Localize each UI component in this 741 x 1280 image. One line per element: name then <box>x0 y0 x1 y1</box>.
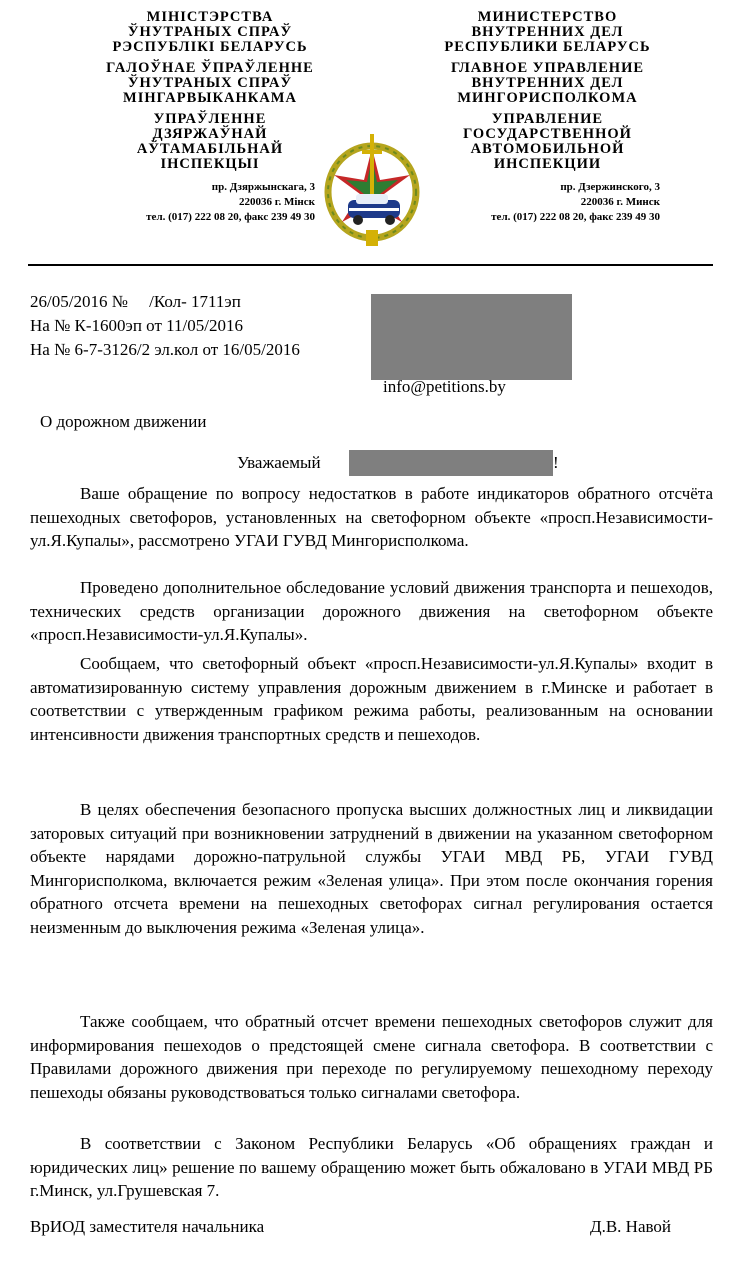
recipient-email: info@petitions.by <box>383 377 506 396</box>
recipient-redaction <box>371 294 572 380</box>
incoming-reference-2: На № 6-7-3126/2 эл.кол от 16/05/2016 <box>30 340 300 359</box>
greeting-suffix: ! <box>553 453 559 472</box>
paragraph-3: Сообщаем, что светофорный объект «просп.Независимости-ул.Я.Купалы» входит в автоматизированную систему управления дорожным движением в г.Минске и работает в соответствии с утвержденным графиком режима работы, реализованным на основании интенсивности движения транспортных средств и пешеходов. <box>30 654 713 744</box>
letterhead-divider <box>28 264 713 266</box>
greeting <box>237 453 321 473</box>
signatory-position: ВрИОД заместителя начальника <box>30 1217 265 1236</box>
paragraph-1: Ваше обращение по вопросу недостатков в работе индикаторов обратного отсчёта пешеходных светофоров, установленных на светофорном объекте «просп.Независимости-ул.Я.Купалы», рассмотрено УГАИ ГУВД Мингорисполкома. <box>30 484 713 550</box>
paragraph-4: В целях обеспечения безопасного пропуска высших должностных лиц и ликвидации заторовых ситуаций при возникновении затруднений в движении на указанном светофорном объекте нарядами дорожно-патрульной службы УГАИ МВД РБ, УГАИ ГУВД Мингорисполкома, включается режим «Зеленая улица». При этом после окончания горения обратного отсчета времени на пешеходных светофорах сигнал регулирования остается неизменным до выключения режима «Зеленая улица». <box>30 800 713 937</box>
ministry-name-by: МІНІСТЭРСТВА ЎНУТРАНЫХ СПРАЎ РЭСПУБЛІКІ БЕЛАРУСЬ <box>112 9 308 55</box>
address-ru: пр. Дзержинского, 3 220036 г. Минск тел. (017) 222 08 20, факс 239 49 30 <box>491 181 660 223</box>
letterhead-left <box>65 10 355 225</box>
outgoing-number: 26/05/2016 № /Кол- 1711эп <box>30 292 241 311</box>
signatory-name: Д.В. Навой <box>590 1217 672 1236</box>
ministry-name-ru: МИНИСТЕРСТВО ВНУТРЕННИХ ДЕЛ РЕСПУБЛИКИ БЕЛАРУСЬ <box>444 9 651 55</box>
letter-subject: О дорожном движении <box>40 412 207 431</box>
greeting-prefix: Уважаемый <box>237 453 321 472</box>
incoming-reference-1: На № К-1600эп от 11/05/2016 <box>30 316 243 335</box>
letterhead-right <box>405 10 690 225</box>
office-name-by: УПРАЎЛЕННЕ ДЗЯРЖАЎНАЙ АЎТАМАБІЛЬНАЙ ІНСПЕКЦЫІ <box>136 111 284 172</box>
department-name-ru: ГЛАВНОЕ УПРАВЛЕНИЕ ВНУТРЕННИХ ДЕЛ МИНГОРИСПОЛКОМА <box>450 60 645 106</box>
name-redaction <box>349 450 553 476</box>
department-name-by: ГАЛОЎНАЕ ЎПРАЎЛЕННЕ ЎНУТРАНЫХ СПРАЎ МІНГАРВЫКАНКАМА <box>106 60 314 106</box>
paragraph-5: Также сообщаем, что обратный отсчет времени пешеходных светофоров служит для информирования пешеходов о предстоящей смене сигнала светофора. В соответствии с Правилами дорожного движения при переходе по регулируемому пешеходному переходу пешеходы обязаны руководствоваться только сигналами светофора. <box>30 1012 713 1102</box>
paragraph-2: Проведено дополнительное обследование условий движения транспорта и пешеходов, технических средств организации дорожного движения на светофорном объекте «просп.Независимости-ул.Я.Купалы». <box>30 578 713 644</box>
address-by: пр. Дзяржынскага, 3 220036 г. Мінск тел. (017) 222 08 20, факс 239 49 30 <box>146 181 315 223</box>
office-name-ru: УПРАВЛЕНИЕ ГОСУДАРСТВЕННОЙ АВТОМОБИЛЬНОЙ ИНСПЕКЦИИ <box>463 111 632 172</box>
paragraph-6: В соответствии с Законом Республики Беларусь «Об обращениях граждан и юридических лиц» решение по вашему обращению может быть обжаловано в УГАИ МВД РБ г.Минск, ул.Грушевская 7. <box>30 1134 713 1200</box>
